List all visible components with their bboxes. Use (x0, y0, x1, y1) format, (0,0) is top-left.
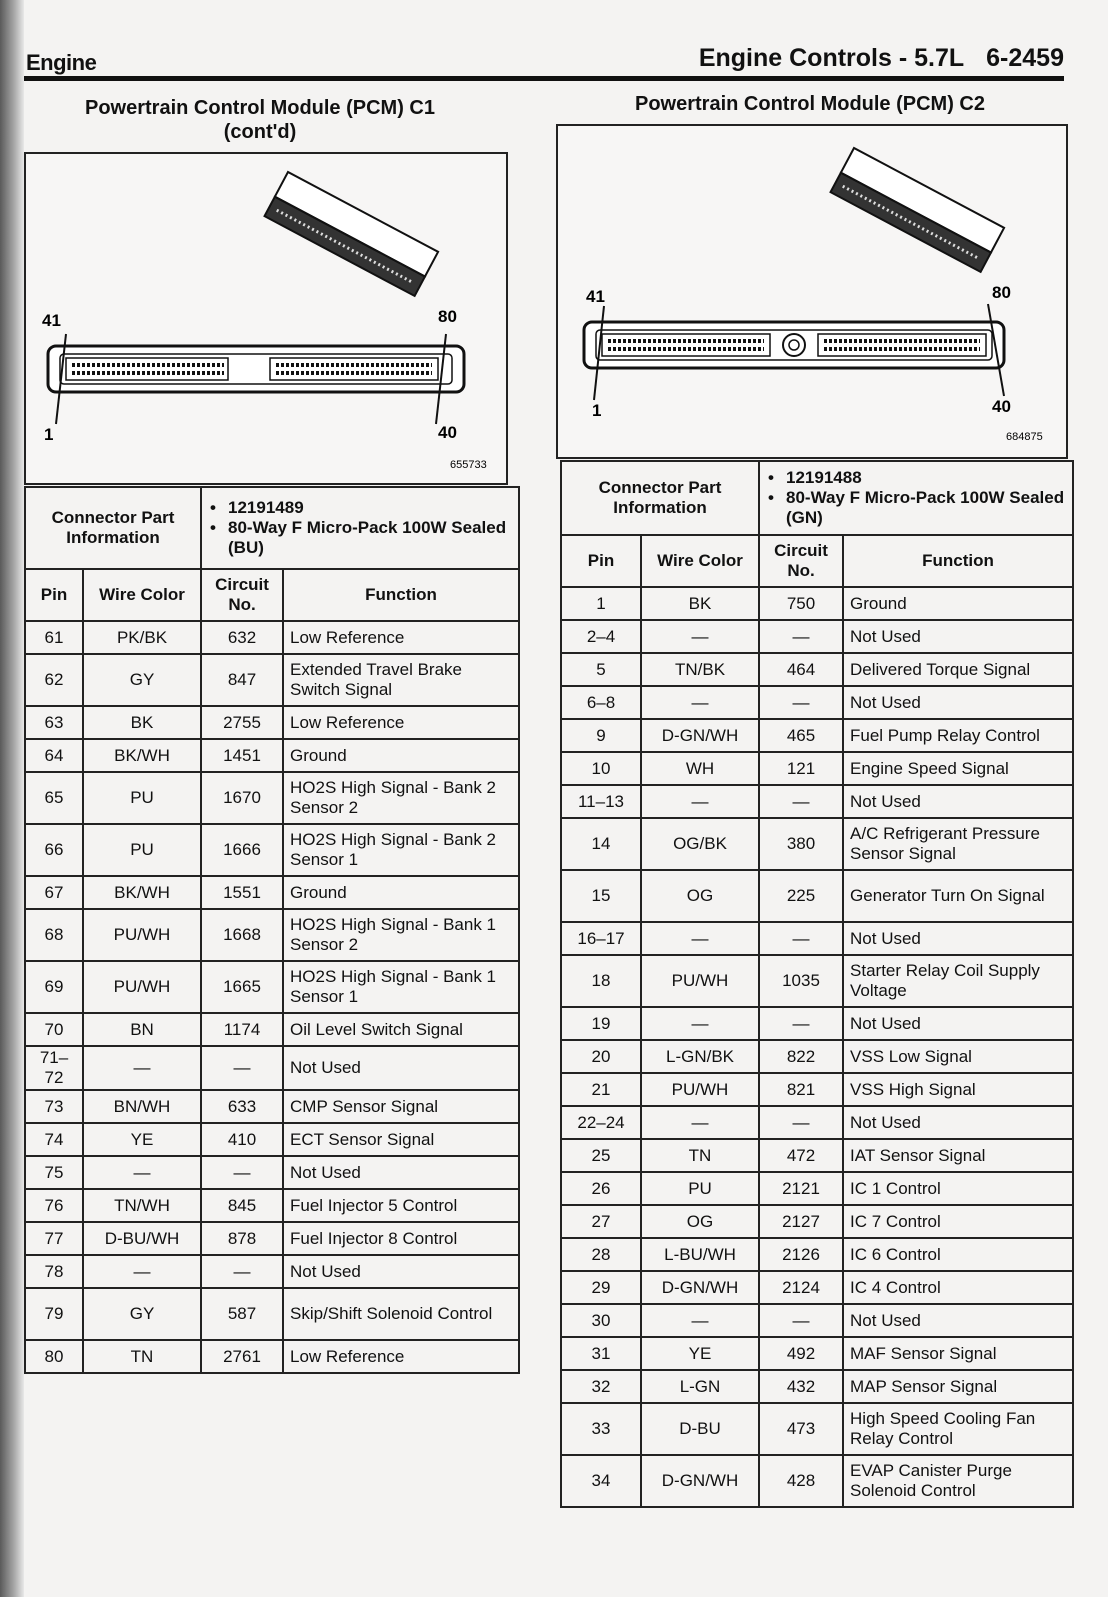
circuit-cell: 2121 (759, 1172, 843, 1205)
table-row (25, 824, 519, 876)
c2-info-label: Connector Part Information (561, 461, 759, 535)
wire-color-cell: — (83, 1255, 201, 1288)
circuit-cell: 473 (759, 1403, 843, 1455)
circuit-cell: 821 (759, 1073, 843, 1106)
pin-cell: 78 (25, 1255, 83, 1288)
table-row (561, 686, 1073, 719)
circuit-cell: 2755 (201, 706, 283, 739)
circuit-cell: 432 (759, 1370, 843, 1403)
wire-color-cell: PU/WH (83, 909, 201, 961)
wire-color-cell: PK/BK (83, 621, 201, 654)
wire-color-cell: — (641, 1007, 759, 1040)
table-row (561, 1271, 1073, 1304)
c2-pin-label-80: 80 (992, 283, 1011, 302)
page-title: Engine Controls - 5.7L (698, 44, 965, 72)
function-cell: HO2S High Signal - Bank 2 Sensor 2 (283, 772, 519, 824)
table-row (561, 785, 1073, 818)
pin-cell: 32 (561, 1370, 641, 1403)
function-cell: Not Used (843, 1304, 1073, 1337)
pin-cell: 14 (561, 818, 641, 870)
pin-cell: 64 (25, 739, 83, 772)
function-cell: Fuel Injector 5 Control (283, 1189, 519, 1222)
table-row (561, 1455, 1073, 1507)
function-cell: EVAP Canister Purge Solenoid Control (843, 1455, 1073, 1507)
circuit-cell: 878 (201, 1222, 283, 1255)
table-row (25, 1123, 519, 1156)
function-cell: Not Used (283, 1046, 519, 1090)
function-cell: Not Used (843, 686, 1073, 719)
function-cell: Low Reference (283, 1340, 519, 1373)
table-row (561, 620, 1073, 653)
c2-info-description: • 80-Way F Micro-Pack 100W Sealed (GN) (786, 488, 1066, 528)
wire-color-cell: PU/WH (641, 955, 759, 1007)
c1-col-circuit: Circuit No. (201, 569, 283, 621)
function-cell: Not Used (843, 620, 1073, 653)
table-row (25, 1288, 519, 1340)
c1-info-label: Connector Part Information (25, 487, 201, 569)
wire-color-cell: OG (641, 1205, 759, 1238)
circuit-cell: 2126 (759, 1238, 843, 1271)
c2-header-row (561, 535, 1073, 587)
c1-subtitle: (cont'd) (223, 121, 297, 143)
wire-color-cell: PU/WH (83, 961, 201, 1013)
c1-pin-label-40: 40 (438, 423, 457, 442)
function-cell: Delivered Torque Signal (843, 653, 1073, 686)
function-cell: MAF Sensor Signal (843, 1337, 1073, 1370)
table-row (25, 961, 519, 1013)
c1-pin-label-1: 1 (44, 425, 54, 444)
function-cell: Ground (283, 739, 519, 772)
function-cell: HO2S High Signal - Bank 1 Sensor 1 (283, 961, 519, 1013)
wire-color-cell: — (641, 1106, 759, 1139)
c2-connector-face (584, 304, 1004, 400)
table-row (25, 1013, 519, 1046)
circuit-cell: — (759, 620, 843, 653)
wire-color-cell: D-BU/WH (83, 1222, 201, 1255)
table-row (561, 1205, 1073, 1238)
c2-figure-id: 684875 (1006, 431, 1043, 443)
pin-cell: 74 (25, 1123, 83, 1156)
wire-color-cell: BK (83, 706, 201, 739)
c1-connector-face (48, 334, 464, 424)
c2-info-list (766, 468, 1066, 528)
circuit-cell: — (759, 1106, 843, 1139)
circuit-cell: 380 (759, 818, 843, 870)
pin-cell: 63 (25, 706, 83, 739)
circuit-cell: — (759, 922, 843, 955)
table-row (25, 1189, 519, 1222)
pin-cell: 62 (25, 654, 83, 706)
table-row (561, 1106, 1073, 1139)
circuit-cell: 1451 (201, 739, 283, 772)
wire-color-cell: TN/BK (641, 653, 759, 686)
circuit-cell: 1665 (201, 961, 283, 1013)
wire-color-cell: GY (83, 1288, 201, 1340)
c2-info-part-number: • 12191488 (786, 468, 1066, 488)
function-cell: IAT Sensor Signal (843, 1139, 1073, 1172)
wire-color-cell: TN (83, 1340, 201, 1373)
pin-cell: 79 (25, 1288, 83, 1340)
wire-color-cell: D-GN/WH (641, 1455, 759, 1507)
function-cell: Low Reference (283, 621, 519, 654)
wire-color-cell: D-GN/WH (641, 719, 759, 752)
c1-info-part-number: • 12191489 (228, 498, 512, 518)
pin-cell: 80 (25, 1340, 83, 1373)
circuit-cell: 225 (759, 870, 843, 922)
pin-cell: 76 (25, 1189, 83, 1222)
circuit-cell: 1551 (201, 876, 283, 909)
wire-color-cell: YE (83, 1123, 201, 1156)
circuit-cell: 847 (201, 654, 283, 706)
table-row (561, 1370, 1073, 1403)
page-number: 6-2459 (986, 44, 1064, 72)
table-row (25, 1340, 519, 1373)
circuit-cell: — (759, 1304, 843, 1337)
function-cell: Generator Turn On Signal (843, 870, 1073, 922)
wire-color-cell: PU (641, 1172, 759, 1205)
wire-color-cell: PU/WH (641, 1073, 759, 1106)
c1-col-pin: Pin (25, 569, 83, 621)
table-row (25, 654, 519, 706)
wire-color-cell: GY (83, 654, 201, 706)
wire-color-cell: L-GN/BK (641, 1040, 759, 1073)
circuit-cell: 632 (201, 621, 283, 654)
circuit-cell: 1174 (201, 1013, 283, 1046)
table-row (561, 1139, 1073, 1172)
circuit-cell: — (759, 785, 843, 818)
c1-connector-drawing (26, 154, 506, 483)
function-cell: Ground (283, 876, 519, 909)
circuit-cell: 1670 (201, 772, 283, 824)
circuit-cell: 2124 (759, 1271, 843, 1304)
circuit-cell: 410 (201, 1123, 283, 1156)
circuit-cell: 633 (201, 1090, 283, 1123)
circuit-cell: 822 (759, 1040, 843, 1073)
pin-cell: 19 (561, 1007, 641, 1040)
pin-cell: 26 (561, 1172, 641, 1205)
table-row (25, 621, 519, 654)
table-row (561, 1040, 1073, 1073)
table-row (561, 955, 1073, 1007)
c2-connector-info-row (561, 461, 1073, 535)
function-cell: Starter Relay Coil Supply Voltage (843, 955, 1073, 1007)
pin-cell: 73 (25, 1090, 83, 1123)
pin-cell: 77 (25, 1222, 83, 1255)
pin-cell: 67 (25, 876, 83, 909)
function-cell: A/C Refrigerant Pressure Sensor Signal (843, 818, 1073, 870)
function-cell: Low Reference (283, 706, 519, 739)
table-row (561, 719, 1073, 752)
c1-info-description: • 80-Way F Micro-Pack 100W Sealed (BU) (228, 518, 512, 558)
circuit-cell: 1035 (759, 955, 843, 1007)
wire-color-cell: OG/BK (641, 818, 759, 870)
pin-cell: 1 (561, 587, 641, 620)
wire-color-cell: BN (83, 1013, 201, 1046)
wire-color-cell: — (641, 686, 759, 719)
c1-col-wire-color: Wire Color (83, 569, 201, 621)
pin-cell: 66 (25, 824, 83, 876)
table-row (25, 1255, 519, 1288)
pin-cell: 71–72 (25, 1046, 83, 1090)
table-row (561, 870, 1073, 922)
c2-pin-label-1: 1 (592, 401, 602, 420)
c1-connector-info-row (25, 487, 519, 569)
circuit-cell: 472 (759, 1139, 843, 1172)
wire-color-cell: — (641, 922, 759, 955)
table-row (561, 1007, 1073, 1040)
c2-connector-illustration (556, 124, 1068, 459)
circuit-cell: — (201, 1046, 283, 1090)
pin-cell: 15 (561, 870, 641, 922)
table-row (561, 922, 1073, 955)
wire-color-cell: L-BU/WH (641, 1238, 759, 1271)
pin-cell: 68 (25, 909, 83, 961)
pin-cell: 28 (561, 1238, 641, 1271)
function-cell: Engine Speed Signal (843, 752, 1073, 785)
c2-info-cell (759, 461, 1073, 535)
function-cell: HO2S High Signal - Bank 2 Sensor 1 (283, 824, 519, 876)
c1-connector-3d-icon (265, 172, 439, 296)
circuit-cell: 587 (201, 1288, 283, 1340)
pin-cell: 16–17 (561, 922, 641, 955)
c2-col-wire-color: Wire Color (641, 535, 759, 587)
c1-figure-id: 655733 (450, 459, 487, 471)
table-row (25, 772, 519, 824)
wire-color-cell: D-GN/WH (641, 1271, 759, 1304)
c2-pin-label-41: 41 (586, 287, 605, 306)
table-row (561, 752, 1073, 785)
pin-cell: 31 (561, 1337, 641, 1370)
circuit-cell: — (201, 1156, 283, 1189)
function-cell: Not Used (283, 1156, 519, 1189)
circuit-cell: 845 (201, 1189, 283, 1222)
table-row (25, 1090, 519, 1123)
c2-pin-label-40: 40 (992, 397, 1011, 416)
table-row (561, 653, 1073, 686)
wire-color-cell: BK (641, 587, 759, 620)
wire-color-cell: — (83, 1046, 201, 1090)
c2-pinout-table (560, 460, 1074, 1508)
circuit-cell: 492 (759, 1337, 843, 1370)
c1-title-block (40, 96, 480, 144)
pin-cell: 10 (561, 752, 641, 785)
c2-connector-3d-icon (831, 148, 1005, 272)
table-row (25, 1046, 519, 1090)
pin-cell: 21 (561, 1073, 641, 1106)
circuit-cell: — (759, 1007, 843, 1040)
c1-title: Powertrain Control Module (PCM) C1 (85, 97, 435, 119)
function-cell: CMP Sensor Signal (283, 1090, 519, 1123)
pin-cell: 6–8 (561, 686, 641, 719)
circuit-cell: 750 (759, 587, 843, 620)
function-cell: Not Used (843, 922, 1073, 955)
wire-color-cell: — (83, 1156, 201, 1189)
wire-color-cell: — (641, 785, 759, 818)
pin-cell: 30 (561, 1304, 641, 1337)
wire-color-cell: L-GN (641, 1370, 759, 1403)
pin-cell: 33 (561, 1403, 641, 1455)
function-cell: Not Used (843, 1007, 1073, 1040)
c2-col-pin: Pin (561, 535, 641, 587)
c2-table-body (561, 461, 1073, 1507)
function-cell: Fuel Pump Relay Control (843, 719, 1073, 752)
table-row (561, 818, 1073, 870)
wire-color-cell: YE (641, 1337, 759, 1370)
circuit-cell: 2761 (201, 1340, 283, 1373)
table-row (25, 876, 519, 909)
function-cell: Oil Level Switch Signal (283, 1013, 519, 1046)
c1-col-function: Function (283, 569, 519, 621)
c1-pin-label-80: 80 (438, 307, 457, 326)
circuit-cell: 2127 (759, 1205, 843, 1238)
pin-cell: 22–24 (561, 1106, 641, 1139)
circuit-cell: 1666 (201, 824, 283, 876)
pin-cell: 69 (25, 961, 83, 1013)
function-cell: Fuel Injector 8 Control (283, 1222, 519, 1255)
pin-cell: 29 (561, 1271, 641, 1304)
pin-cell: 9 (561, 719, 641, 752)
function-cell: IC 7 Control (843, 1205, 1073, 1238)
wire-color-cell: BK/WH (83, 739, 201, 772)
pin-cell: 20 (561, 1040, 641, 1073)
pin-cell: 70 (25, 1013, 83, 1046)
function-cell: Not Used (843, 1106, 1073, 1139)
table-row (561, 1337, 1073, 1370)
c1-info-list (208, 498, 512, 558)
circuit-cell: 121 (759, 752, 843, 785)
c2-connector-drawing (558, 126, 1066, 457)
page-binding-edge (0, 0, 24, 1597)
pin-cell: 61 (25, 621, 83, 654)
pin-cell: 18 (561, 955, 641, 1007)
pin-cell: 75 (25, 1156, 83, 1189)
function-cell: ECT Sensor Signal (283, 1123, 519, 1156)
circuit-cell: 464 (759, 653, 843, 686)
wire-color-cell: PU (83, 772, 201, 824)
function-cell: IC 1 Control (843, 1172, 1073, 1205)
table-row (561, 1403, 1073, 1455)
c1-pinout-table (24, 486, 520, 1374)
table-row (561, 587, 1073, 620)
wire-color-cell: D-BU (641, 1403, 759, 1455)
table-row (25, 909, 519, 961)
circuit-cell: 428 (759, 1455, 843, 1507)
c1-info-cell (201, 487, 519, 569)
c2-col-circuit: Circuit No. (759, 535, 843, 587)
function-cell: Extended Travel Brake Switch Signal (283, 654, 519, 706)
table-row (25, 706, 519, 739)
pin-cell: 5 (561, 653, 641, 686)
function-cell: Not Used (283, 1255, 519, 1288)
circuit-cell: 465 (759, 719, 843, 752)
table-row (25, 1156, 519, 1189)
pin-cell: 34 (561, 1455, 641, 1507)
wire-color-cell: PU (83, 824, 201, 876)
circuit-cell: — (201, 1255, 283, 1288)
table-row (561, 1304, 1073, 1337)
function-cell: Skip/Shift Solenoid Control (283, 1288, 519, 1340)
function-cell: HO2S High Signal - Bank 1 Sensor 2 (283, 909, 519, 961)
circuit-cell: — (759, 686, 843, 719)
function-cell: VSS High Signal (843, 1073, 1073, 1106)
c2-col-function: Function (843, 535, 1073, 587)
c1-table-body (25, 487, 519, 1373)
function-cell: Not Used (843, 785, 1073, 818)
wire-color-cell: WH (641, 752, 759, 785)
page-header (699, 44, 1064, 73)
function-cell: High Speed Cooling Fan Relay Control (843, 1403, 1073, 1455)
table-row (25, 1222, 519, 1255)
function-cell: IC 6 Control (843, 1238, 1073, 1271)
c1-connector-illustration (24, 152, 508, 485)
wire-color-cell: TN/WH (83, 1189, 201, 1222)
wire-color-cell: — (641, 620, 759, 653)
table-row (561, 1073, 1073, 1106)
pin-cell: 27 (561, 1205, 641, 1238)
section-label: Engine (26, 50, 97, 75)
function-cell: VSS Low Signal (843, 1040, 1073, 1073)
table-row (561, 1172, 1073, 1205)
function-cell: MAP Sensor Signal (843, 1370, 1073, 1403)
function-cell: Ground (843, 587, 1073, 620)
wire-color-cell: BN/WH (83, 1090, 201, 1123)
c1-pin-label-41: 41 (42, 311, 61, 330)
pin-cell: 25 (561, 1139, 641, 1172)
circuit-cell: 1668 (201, 909, 283, 961)
c1-header-row (25, 569, 519, 621)
wire-color-cell: OG (641, 870, 759, 922)
c2-title: Powertrain Control Module (PCM) C2 (635, 93, 985, 115)
wire-color-cell: BK/WH (83, 876, 201, 909)
pin-cell: 2–4 (561, 620, 641, 653)
pin-cell: 11–13 (561, 785, 641, 818)
pin-cell: 65 (25, 772, 83, 824)
header-rule (24, 76, 1064, 81)
table-row (25, 739, 519, 772)
table-row (561, 1238, 1073, 1271)
function-cell: IC 4 Control (843, 1271, 1073, 1304)
wire-color-cell: — (641, 1304, 759, 1337)
wire-color-cell: TN (641, 1139, 759, 1172)
